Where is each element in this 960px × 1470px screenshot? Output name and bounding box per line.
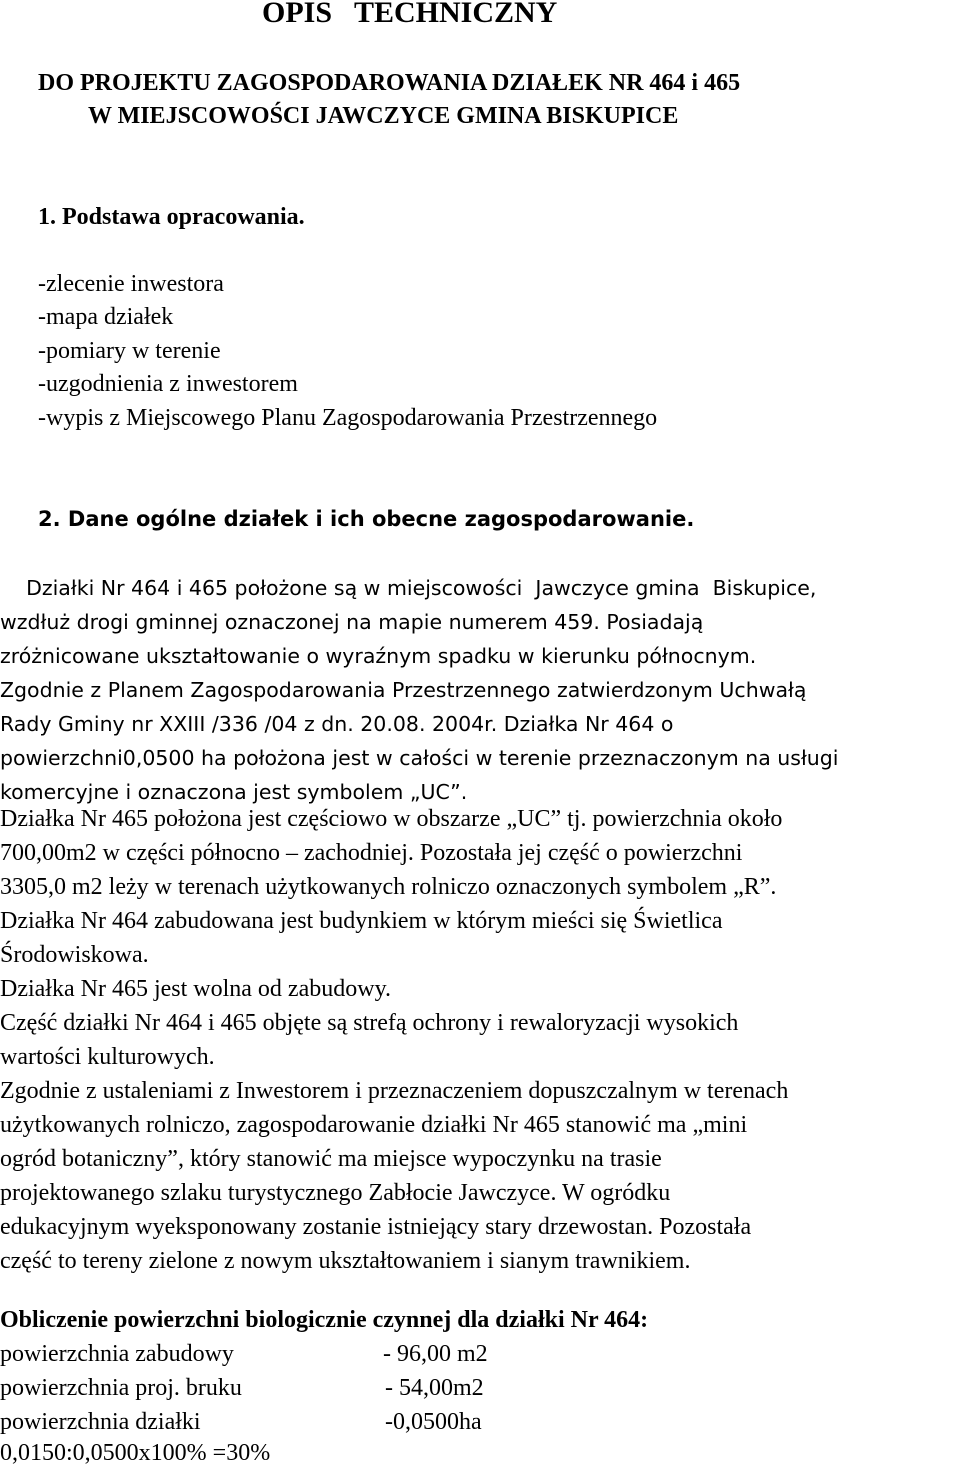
paragraph-line: projektowanego szlaku turystycznego Zabłocie Jawczyce. W ogródku xyxy=(0,1180,671,1206)
paragraph-line: Część działki Nr 464 i 465 objęte są strefą ochrony i rewaloryzacji wysokich xyxy=(0,1010,739,1036)
calculation-value: -0,0500ha xyxy=(385,1409,482,1435)
project-heading-line-2: W MIEJSCOWOŚCI JAWCZYCE GMINA BISKUPICE xyxy=(88,103,679,129)
calculation-row xyxy=(0,1371,620,1405)
paragraph-line: edukacyjnym wyeksponowany zostanie istniejący stary drzewostan. Pozostała xyxy=(0,1214,752,1240)
calculation-title: Obliczenie powierzchni biologicznie czynnej dla działki Nr 464: xyxy=(0,1307,649,1333)
paragraph-line: komercyjne i oznaczona jest symbolem „UC”. xyxy=(0,780,468,804)
section-1-item: -wypis z Miejscowego Planu Zagospodarowania Przestrzennego xyxy=(38,405,658,431)
project-heading-line-1: DO PROJEKTU ZAGOSPODAROWANIA DZIAŁEK NR 464 i 465 xyxy=(38,70,741,96)
paragraph-line: 700,00m2 w części północno – zachodniej. Pozostała jej część o powierzchni xyxy=(0,840,743,866)
section-1-item: -mapa działek xyxy=(38,304,174,330)
paragraph-line: Działki Nr 464 i 465 położone są w miejscowości Jawczyce gmina Biskupice, xyxy=(0,576,817,600)
paragraph-line: użytkowanych rolniczo, zagospodarowanie działki Nr 465 stanowić ma „mini xyxy=(0,1112,748,1138)
section-2-serif-paragraph xyxy=(0,802,960,1278)
calculation-row xyxy=(0,1337,620,1371)
paragraph-line: Zgodnie z ustaleniami z Inwestorem i przeznaczeniem dopuszczalnym w terenach xyxy=(0,1078,789,1104)
calculation-result: 0,0150:0,0500x100% =30% xyxy=(0,1440,271,1466)
document-title: OPIS TECHNICZNY xyxy=(262,0,558,29)
paragraph-line: Działka Nr 464 zabudowana jest budynkiem w którym mieści się Świetlica xyxy=(0,908,723,934)
paragraph-line: wartości kulturowych. xyxy=(0,1044,215,1070)
paragraph-line: powierzchni0,0500 ha położona jest w całości w terenie przeznaczonym na usługi xyxy=(0,746,839,770)
paragraph-line: wzdłuż drogi gminnej oznaczonej na mapie numerem 459. Posiadają xyxy=(0,610,704,634)
section-1-item: -uzgodnienia z inwestorem xyxy=(38,371,298,397)
section-2-title: 2. Dane ogólne działek i ich obecne zagospodarowanie. xyxy=(38,507,695,531)
paragraph-line: 3305,0 m2 leży w terenach użytkowanych rolniczo oznaczonych symbolem „R”. xyxy=(0,874,777,900)
paragraph-line: Środowiskowa. xyxy=(0,942,149,968)
section-1-item: -pomiary w terenie xyxy=(38,338,221,364)
paragraph-line: część to tereny zielone z nowym ukształtowaniem i sianym trawnikiem. xyxy=(0,1248,691,1274)
calculation-row xyxy=(0,1405,620,1439)
calculation-label: powierzchnia zabudowy xyxy=(0,1341,234,1367)
paragraph-line: Działka Nr 465 jest wolna od zabudowy. xyxy=(0,976,392,1002)
section-1-title: 1. Podstawa opracowania. xyxy=(38,204,305,230)
calculation-value: - 96,00 m2 xyxy=(383,1341,488,1367)
paragraph-line: ogród botaniczny”, który stanowić ma miejsce wypoczynku na trasie xyxy=(0,1146,662,1172)
calculation-label: powierzchnia proj. bruku xyxy=(0,1375,242,1401)
section-1-item: -zlecenie inwestora xyxy=(38,271,224,297)
paragraph-line: Działka Nr 465 położona jest częściowo w obszarze „UC” tj. powierzchnia około xyxy=(0,806,783,832)
calculation-label: powierzchnia działki xyxy=(0,1409,201,1435)
calculation-value: - 54,00m2 xyxy=(385,1375,484,1401)
paragraph-line: zróżnicowane ukształtowanie o wyraźnym spadku w kierunku północnym. xyxy=(0,644,757,668)
paragraph-line: Rady Gminy nr XXIII /336 /04 z dn. 20.08. 2004r. Działka Nr 464 o xyxy=(0,712,674,736)
section-2-sans-paragraph xyxy=(0,571,960,809)
paragraph-line: Zgodnie z Planem Zagospodarowania Przestrzennego zatwierdzonym Uchwałą xyxy=(0,678,807,702)
